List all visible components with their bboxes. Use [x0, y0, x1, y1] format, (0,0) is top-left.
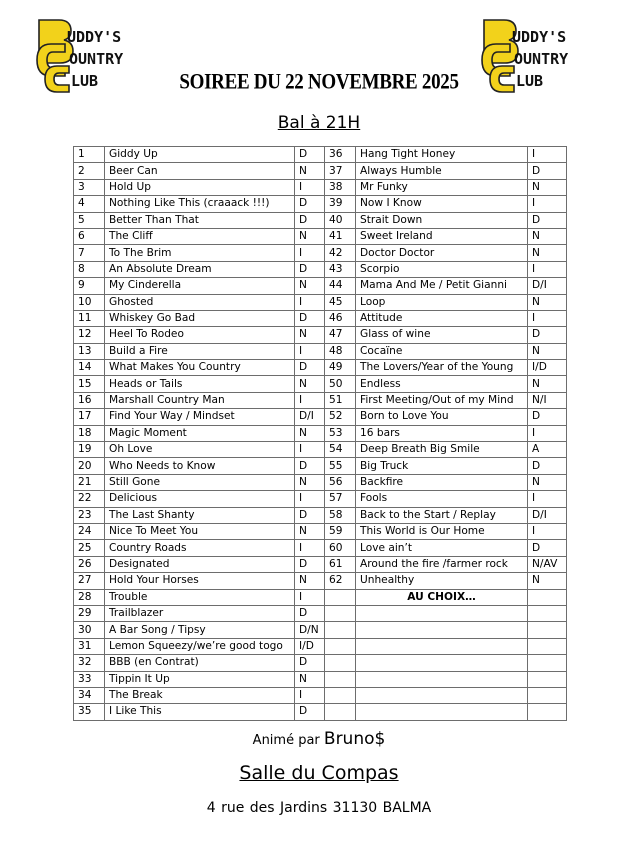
song-number: 16 — [74, 392, 105, 408]
song-title: Love ain’t — [356, 540, 528, 556]
song-number: 13 — [74, 343, 105, 359]
song-title: Mama And Me / Petit Gianni — [356, 278, 528, 294]
song-number: 18 — [74, 425, 105, 441]
song-title: Hold Up — [105, 179, 295, 195]
dance-code: I — [528, 196, 567, 212]
song-title: To The Brim — [105, 245, 295, 261]
song-title: Marshall Country Man — [105, 392, 295, 408]
dance-code — [528, 589, 567, 605]
dance-code: N — [528, 294, 567, 310]
song-title — [356, 622, 528, 638]
song-number — [325, 638, 356, 654]
song-number: 28 — [74, 589, 105, 605]
table-row — [74, 491, 567, 507]
svg-text:LUB: LUB — [71, 72, 99, 90]
song-title: Backfire — [356, 474, 528, 490]
song-number — [325, 704, 356, 720]
dance-code: D — [528, 212, 567, 228]
song-title: Whiskey Go Bad — [105, 310, 295, 326]
dance-code: I — [528, 425, 567, 441]
dance-code: D — [295, 655, 325, 671]
dance-code — [528, 687, 567, 703]
dance-code — [528, 655, 567, 671]
svg-text:UDDY'S: UDDY'S — [67, 28, 122, 46]
song-title: Tippin It Up — [105, 671, 295, 687]
song-title: Doctor Doctor — [356, 245, 528, 261]
song-number: 14 — [74, 360, 105, 376]
dance-code: I — [295, 245, 325, 261]
song-number — [325, 655, 356, 671]
dance-code: N — [295, 573, 325, 589]
song-number: 3 — [74, 179, 105, 195]
song-title: The Lovers/Year of the Young — [356, 360, 528, 376]
song-title — [356, 605, 528, 621]
song-number: 45 — [325, 294, 356, 310]
song-number: 61 — [325, 556, 356, 572]
song-number: 6 — [74, 228, 105, 244]
table-row — [74, 507, 567, 523]
song-title: Endless — [356, 376, 528, 392]
event-title: SOIREE DU 22 NOVEMBRE 2025 — [179, 70, 459, 95]
song-number: 24 — [74, 523, 105, 539]
song-number: 25 — [74, 540, 105, 556]
song-number: 20 — [74, 458, 105, 474]
song-number: 29 — [74, 605, 105, 621]
table-row — [74, 474, 567, 490]
song-title: Better Than That — [105, 212, 295, 228]
table-row — [74, 228, 567, 244]
song-number: 9 — [74, 278, 105, 294]
song-number: 57 — [325, 491, 356, 507]
song-title: Hang Tight Honey — [356, 147, 528, 163]
dance-code — [528, 638, 567, 654]
dance-code: I — [295, 442, 325, 458]
dance-code: N — [528, 343, 567, 359]
song-number: 5 — [74, 212, 105, 228]
song-title: Delicious — [105, 491, 295, 507]
song-title: Nice To Meet You — [105, 523, 295, 539]
dance-code: N — [295, 523, 325, 539]
song-number: 50 — [325, 376, 356, 392]
table-row — [74, 360, 567, 376]
dance-code: I — [295, 589, 325, 605]
song-title: Trailblazer — [105, 605, 295, 621]
dance-code: N — [528, 474, 567, 490]
song-number: 56 — [325, 474, 356, 490]
table-row — [74, 425, 567, 441]
dance-code: D — [295, 360, 325, 376]
song-number: 27 — [74, 573, 105, 589]
song-title: Find Your Way / Mindset — [105, 409, 295, 425]
song-number: 37 — [325, 163, 356, 179]
song-title: Build a Fire — [105, 343, 295, 359]
song-title — [356, 638, 528, 654]
song-number — [325, 605, 356, 621]
song-title: BBB (en Contrat) — [105, 655, 295, 671]
song-number: 44 — [325, 278, 356, 294]
song-title — [356, 655, 528, 671]
dj-name: Bruno$ — [323, 729, 386, 749]
dance-code: I — [295, 343, 325, 359]
song-title: The Cliff — [105, 228, 295, 244]
svg-text:OUNTRY: OUNTRY — [514, 50, 569, 68]
table-row — [74, 163, 567, 179]
dance-code: D — [295, 212, 325, 228]
song-title: Trouble — [105, 589, 295, 605]
song-number: 54 — [325, 442, 356, 458]
dance-code: D — [295, 507, 325, 523]
dance-code: I — [295, 540, 325, 556]
song-number — [325, 622, 356, 638]
dance-code: N — [295, 327, 325, 343]
svg-text:UDDY'S: UDDY'S — [512, 28, 567, 46]
song-number: 33 — [74, 671, 105, 687]
song-title: What Makes You Country — [105, 360, 295, 376]
svg-text:LUB: LUB — [516, 72, 544, 90]
table-row — [74, 671, 567, 687]
song-title: Fools — [356, 491, 528, 507]
song-number: 7 — [74, 245, 105, 261]
song-title: Big Truck — [356, 458, 528, 474]
dance-code: N — [295, 425, 325, 441]
song-title: Ghosted — [105, 294, 295, 310]
song-number: 31 — [74, 638, 105, 654]
song-number: 55 — [325, 458, 356, 474]
song-title: Oh Love — [105, 442, 295, 458]
table-row — [74, 523, 567, 539]
dance-code: D — [528, 327, 567, 343]
dance-code — [528, 671, 567, 687]
song-number: 48 — [325, 343, 356, 359]
song-title — [356, 671, 528, 687]
dance-code: D — [528, 540, 567, 556]
dance-code: D/N — [295, 622, 325, 638]
table-row — [74, 589, 567, 605]
table-row — [74, 278, 567, 294]
table-row — [74, 196, 567, 212]
dance-code: I — [295, 294, 325, 310]
song-title: My Cinderella — [105, 278, 295, 294]
song-title: Magic Moment — [105, 425, 295, 441]
table-row — [74, 638, 567, 654]
table-row — [74, 147, 567, 163]
ball-time: Bal à 21H — [277, 113, 361, 133]
song-number: 23 — [74, 507, 105, 523]
song-list-body — [74, 147, 567, 721]
song-list-table — [73, 146, 567, 721]
dance-code: N — [295, 228, 325, 244]
song-title: A Bar Song / Tipsy — [105, 622, 295, 638]
table-row — [74, 343, 567, 359]
song-title: Back to the Start / Replay — [356, 507, 528, 523]
song-number: 21 — [74, 474, 105, 490]
dance-code: N — [295, 278, 325, 294]
song-title: The Last Shanty — [105, 507, 295, 523]
dance-code: D — [295, 556, 325, 572]
song-title: Always Humble — [356, 163, 528, 179]
song-number: 2 — [74, 163, 105, 179]
song-title: Attitude — [356, 310, 528, 326]
table-row — [74, 605, 567, 621]
song-title: I Like This — [105, 704, 295, 720]
song-number: 41 — [325, 228, 356, 244]
song-number: 34 — [74, 687, 105, 703]
song-number: 42 — [325, 245, 356, 261]
song-title: AU CHOIX… — [356, 589, 528, 605]
dance-code: N — [295, 474, 325, 490]
dance-code: N — [528, 376, 567, 392]
song-number: 39 — [325, 196, 356, 212]
song-number: 49 — [325, 360, 356, 376]
song-title: Hold Your Horses — [105, 573, 295, 589]
song-number: 46 — [325, 310, 356, 326]
dance-code: I — [528, 491, 567, 507]
dance-code: N/I — [528, 392, 567, 408]
song-number: 17 — [74, 409, 105, 425]
song-number: 19 — [74, 442, 105, 458]
song-title: Deep Breath Big Smile — [356, 442, 528, 458]
table-row — [74, 540, 567, 556]
song-title: 16 bars — [356, 425, 528, 441]
dance-code — [528, 605, 567, 621]
song-number: 40 — [325, 212, 356, 228]
song-title: Around the fire /farmer rock — [356, 556, 528, 572]
table-row — [74, 442, 567, 458]
song-number: 47 — [325, 327, 356, 343]
song-title: Scorpio — [356, 261, 528, 277]
dance-code: D — [528, 458, 567, 474]
song-number: 15 — [74, 376, 105, 392]
animator-prefix: Animé par — [252, 733, 324, 748]
dance-code: D — [295, 704, 325, 720]
table-row — [74, 392, 567, 408]
dance-code: I — [528, 310, 567, 326]
dance-code: I — [528, 147, 567, 163]
song-number: 36 — [325, 147, 356, 163]
song-number: 32 — [74, 655, 105, 671]
dance-code: D/I — [528, 278, 567, 294]
table-row — [74, 261, 567, 277]
song-number: 22 — [74, 491, 105, 507]
song-number: 1 — [74, 147, 105, 163]
song-title: Mr Funky — [356, 179, 528, 195]
song-number: 8 — [74, 261, 105, 277]
dance-code: D — [295, 196, 325, 212]
dance-code: I — [295, 179, 325, 195]
song-title: Strait Down — [356, 212, 528, 228]
dance-code: D — [295, 261, 325, 277]
dance-code: I/D — [528, 360, 567, 376]
table-row — [74, 409, 567, 425]
dance-code: D — [295, 310, 325, 326]
song-number: 62 — [325, 573, 356, 589]
dance-code — [528, 704, 567, 720]
song-title: Nothing Like This (craaack !!!) — [105, 196, 295, 212]
song-title: This World is Our Home — [356, 523, 528, 539]
table-row — [74, 704, 567, 720]
song-title: Beer Can — [105, 163, 295, 179]
dance-code: D — [528, 409, 567, 425]
song-title: Born to Love You — [356, 409, 528, 425]
dance-code: N — [528, 573, 567, 589]
song-number: 35 — [74, 704, 105, 720]
song-number: 4 — [74, 196, 105, 212]
song-number: 30 — [74, 622, 105, 638]
song-title: Now I Know — [356, 196, 528, 212]
table-row — [74, 310, 567, 326]
dance-code: I — [295, 687, 325, 703]
song-title: Glass of wine — [356, 327, 528, 343]
song-title: Who Needs to Know — [105, 458, 295, 474]
dance-code: I/D — [295, 638, 325, 654]
song-title: Sweet Ireland — [356, 228, 528, 244]
animator-line — [0, 729, 638, 749]
song-title: First Meeting/Out of my Mind — [356, 392, 528, 408]
dance-code: N — [528, 245, 567, 261]
table-row — [74, 179, 567, 195]
table-row — [74, 655, 567, 671]
table-row — [74, 573, 567, 589]
song-number: 38 — [325, 179, 356, 195]
song-title: Still Gone — [105, 474, 295, 490]
dance-code: D — [295, 605, 325, 621]
table-row — [74, 556, 567, 572]
song-number: 11 — [74, 310, 105, 326]
dance-code: D — [528, 163, 567, 179]
table-row — [74, 458, 567, 474]
song-number: 26 — [74, 556, 105, 572]
song-title: Designated — [105, 556, 295, 572]
dance-code: N — [295, 163, 325, 179]
song-title: Cocaïne — [356, 343, 528, 359]
dance-code: I — [528, 261, 567, 277]
song-number: 59 — [325, 523, 356, 539]
song-number: 10 — [74, 294, 105, 310]
song-number: 43 — [325, 261, 356, 277]
song-title — [356, 687, 528, 703]
song-number: 51 — [325, 392, 356, 408]
dance-code — [528, 622, 567, 638]
dance-code: N/AV — [528, 556, 567, 572]
song-title — [356, 704, 528, 720]
song-number — [325, 687, 356, 703]
song-number: 52 — [325, 409, 356, 425]
dance-code: D — [295, 147, 325, 163]
dance-code: N — [295, 376, 325, 392]
song-title: Unhealthy — [356, 573, 528, 589]
song-title: The Break — [105, 687, 295, 703]
dance-code: D/I — [295, 409, 325, 425]
table-row — [74, 212, 567, 228]
song-number — [325, 589, 356, 605]
song-number: 12 — [74, 327, 105, 343]
table-row — [74, 294, 567, 310]
table-row — [74, 245, 567, 261]
song-title: Giddy Up — [105, 147, 295, 163]
song-number: 60 — [325, 540, 356, 556]
song-title: Loop — [356, 294, 528, 310]
dance-code: D/I — [528, 507, 567, 523]
venue-address: 4 rue des Jardins 31130 BALMA — [206, 800, 432, 816]
song-title: Lemon Squeezy/we’re good togo — [105, 638, 295, 654]
dance-code: I — [295, 491, 325, 507]
dance-code: N — [295, 671, 325, 687]
dance-code: N — [528, 179, 567, 195]
song-number — [325, 671, 356, 687]
song-title: An Absolute Dream — [105, 261, 295, 277]
song-title: Country Roads — [105, 540, 295, 556]
table-row — [74, 327, 567, 343]
song-number: 53 — [325, 425, 356, 441]
song-title: Heads or Tails — [105, 376, 295, 392]
svg-text:OUNTRY: OUNTRY — [69, 50, 124, 68]
dance-code: D — [295, 458, 325, 474]
song-number: 58 — [325, 507, 356, 523]
song-title: Heel To Rodeo — [105, 327, 295, 343]
table-row — [74, 376, 567, 392]
table-row — [74, 622, 567, 638]
dance-code: A — [528, 442, 567, 458]
dance-code: I — [528, 523, 567, 539]
dance-code: N — [528, 228, 567, 244]
dance-code: I — [295, 392, 325, 408]
table-row — [74, 687, 567, 703]
venue-name: Salle du Compas — [239, 762, 399, 784]
